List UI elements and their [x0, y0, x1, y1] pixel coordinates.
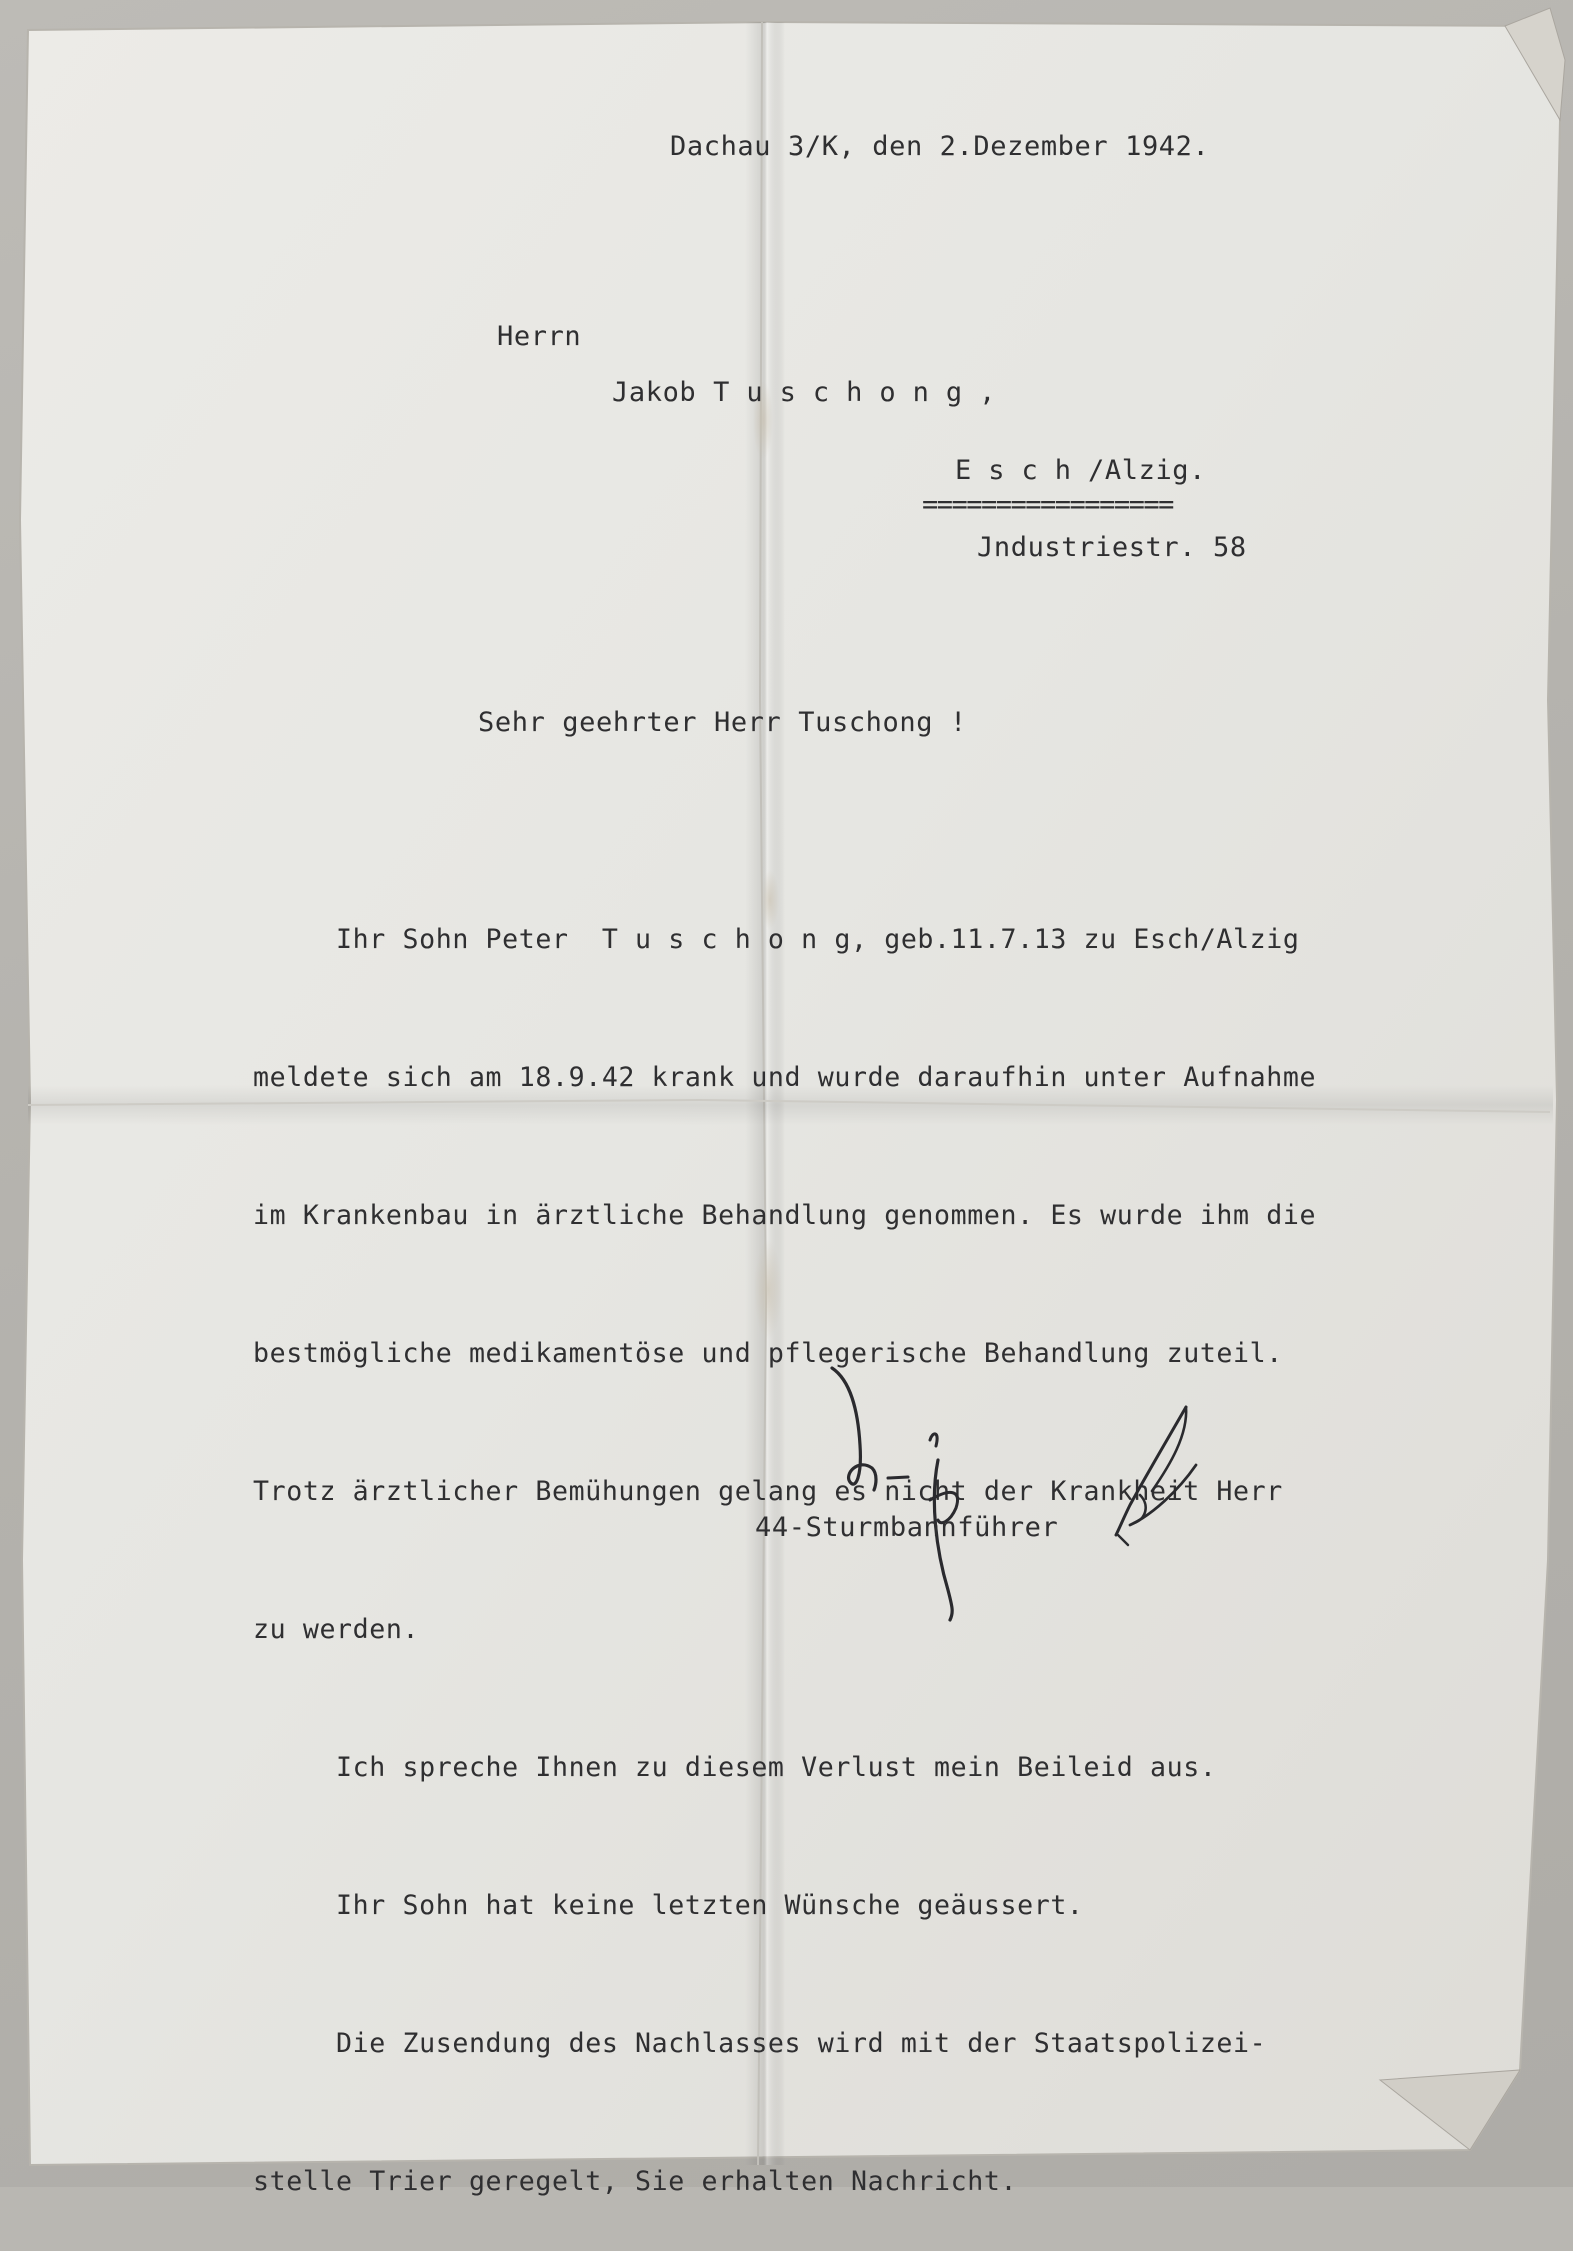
- letter-date: Dachau 3/K, den 2.Dezember 1942.: [670, 131, 1210, 162]
- recipient-name: [612, 370, 1012, 416]
- body-line: Ich spreche Ihnen zu diesem Verlust mein Beileid aus.: [253, 1752, 1217, 1783]
- handwritten-initials: [1100, 1395, 1210, 1565]
- body-line: zu werden.: [253, 1614, 420, 1645]
- body-line: meldete sich am 18.9.42 krank und wurde daraufhin unter Aufnahme: [253, 1062, 1317, 1093]
- recipient-salutation: Herrn: [497, 321, 582, 352]
- recipient-city-suffix: /Alzig.: [1088, 455, 1207, 486]
- body-line: bestmögliche medikamentöse und pflegerische Behandlung zuteil.: [253, 1338, 1283, 1369]
- body-line: stelle Trier geregelt, Sie erhalten Nachricht.: [253, 2166, 1018, 2197]
- body-line: Ihr Sohn Peter T u s c h o n g, geb.11.7.13 zu Esch/Alzig: [253, 924, 1300, 955]
- body-line: Ihr Sohn hat keine letzten Wünsche geäussert.: [253, 1890, 1084, 1921]
- address-underline: =================: [922, 489, 1173, 520]
- body-line: im Krankenbau in ärztliche Behandlung genommen. Es wurde ihm die: [253, 1200, 1317, 1231]
- handwritten-signature: [780, 1350, 1040, 1630]
- signature-rank: 44-Sturmbannführer: [755, 1512, 1059, 1543]
- recipient-surname: Tuschong,: [713, 377, 1013, 408]
- recipient-first-name: Jakob: [612, 377, 697, 408]
- recipient-street: Jndustriestr. 58: [977, 532, 1247, 563]
- body-line: Die Zusendung des Nachlasses wird mit der Staatspolizei-: [253, 2028, 1267, 2059]
- body-line: Trotz ärztlicher Bemühungen gelang es nicht der Krankheit Herr: [253, 1476, 1283, 1507]
- recipient-city-name: Esch: [955, 455, 1089, 486]
- letter-greeting: Sehr geehrter Herr Tuschong !: [478, 707, 967, 738]
